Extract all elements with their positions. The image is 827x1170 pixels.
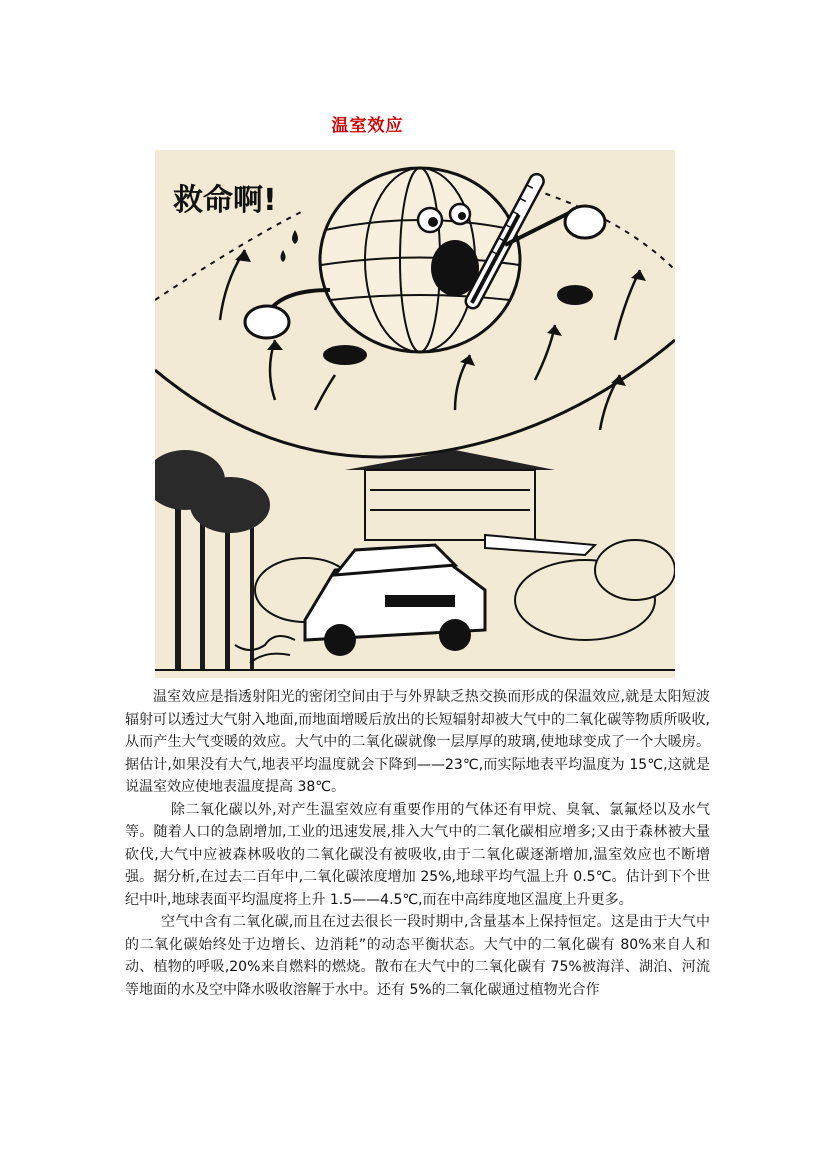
page-title: 温室效应 [331,116,404,136]
cry-for-help-label: 救命啊! [173,183,277,218]
paragraph-3: 空气中含有二氧化碳,而且在过去很长一段时期中,含量基本上保持恒定。这是由于大气中的二氧化碳始终处于边增长、边消耗”的动态平衡状态。大气中的二氧化碳有 80%来自人和动、植物的呼吸,20%来自燃料的燃烧。散布在大气中的二氧化碳有 75%被海洋、湖泊、河流等地面的水及空中降水吸收溶解于水中。还有 5%的二氧化碳通过植物光合作 [125,914,710,998]
greenhouse-cartoon-illustration [155,150,675,678]
paragraph-2: 除二氧化碳以外,对产生温室效应有重要作用的气体还有甲烷、臭氧、氯氟烃以及水气等。随着人口的急剧增加,工业的迅速发展,排入大气中的二氧化碳相应增多;又由于森林被大量砍伐,大气中应被森林吸收的二氧化碳没有被吸收,由于二氧化碳逐渐增加,温室效应也不断增强。据分析,在过去二百年中,二氧化碳浓度增加 25%,地球平均气温上升 0.5℃。估计到下个世纪中叶,地球表面平均温度将上升 1.5——4.5℃,而在中高纬度地区温度上升更多。 [125,801,710,908]
article-body [125,686,710,1001]
paragraph-1: 温室效应是指透射阳光的密闭空间由于与外界缺乏热交换而形成的保温效应,就是太阳短波辐射可以透过大气射入地面,而地面增暖后放出的长短辐射却被大气中的二氧化碳等物质所吸收,从而产生大气变暖的效应。大气中的二氧化碳就像一层厚厚的玻璃,使地球变成了一个大暖房。据估计,如果没有大气,地表平均温度就会下降到——23℃,而实际地表平均温度为 15℃,这就是说温室效应使地表温度提高 38℃。 [125,689,710,795]
